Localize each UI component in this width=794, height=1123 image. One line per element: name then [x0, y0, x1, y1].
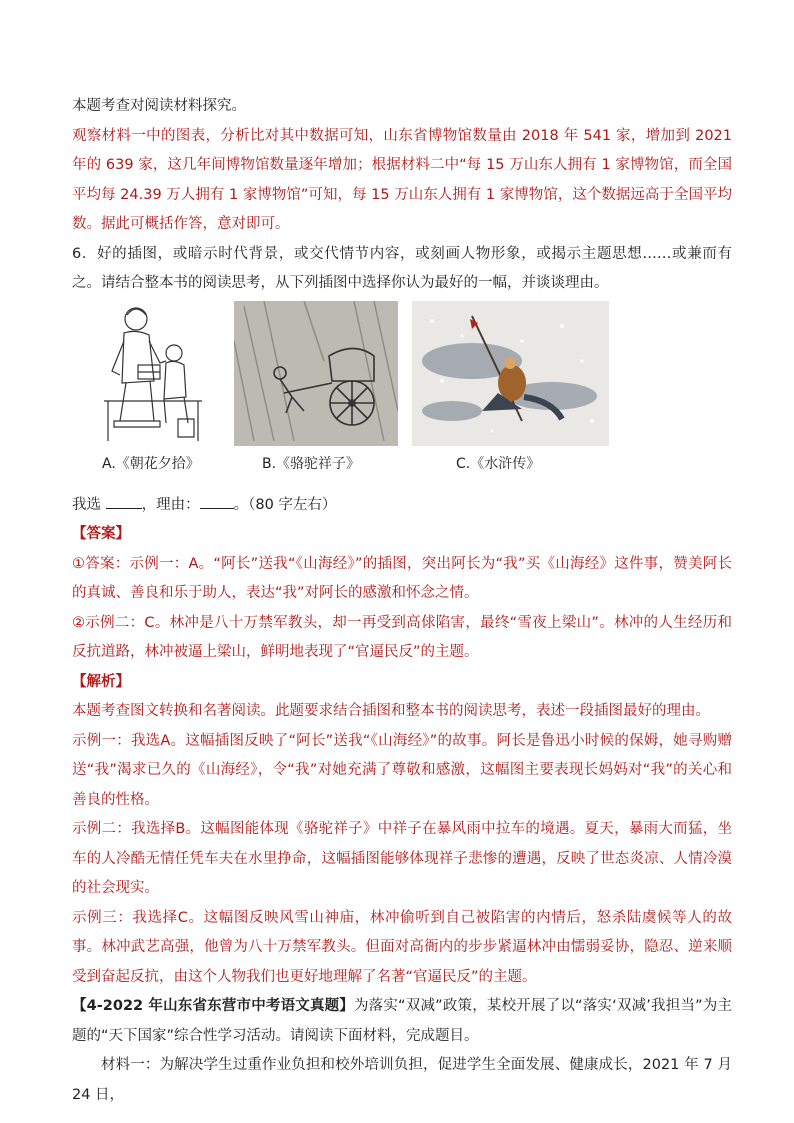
illustrations: [72, 301, 732, 487]
analysis-intro-2: 本题考查图文转换和名著阅读。此题要求结合插图和整本书的阅读思考，表述一段插图最好的理由。: [72, 703, 710, 719]
question-4: 【4-2022 年山东省东营市中考语文真题】为落实“双减”政策，某校开展了以“落实‘双减’我担当”为主题的“天下国家”综合性学习活动。请阅读下面材料，完成题目。: [72, 998, 732, 1044]
illustration-b: [234, 301, 398, 446]
document-page: [72, 92, 732, 1110]
illustration-c-image: [412, 301, 609, 446]
analysis-paragraph: 观察材料一中的图表，分析比对其中数据可知，山东省博物馆数量由 2018 年 541 家，增加到 2021 年的 639 家，这几年间博物馆数量逐年增加；根据材料二中“每 15 万山东人拥有 1 家博物馆，而全国平均每 24.39 万人拥有 1 家博物馆”可知，每 15 万山东人拥有 1 家博物馆，这个数据远高于全国平均数。据此可概括作答，意对即可。: [72, 127, 732, 232]
analysis-example-1: 示例一：我选A。这幅插图反映了“阿长”送我“《山海经》”的故事。阿长是鲁迅小时候的保姆，她寻购赠送“我”渴求已久的《山海经》，令“我”对她充满了尊敬和感激，这幅图主要表现长妈妈对“我”的关心和善良的性格。: [72, 732, 732, 808]
analysis-intro: 本题考查对阅读材料探究。: [72, 98, 246, 114]
answer-label: 【答案】: [72, 526, 130, 542]
illustration-a: [94, 301, 212, 446]
answer-prompt: 我选 ，理由： 。（80 字左右）: [72, 491, 732, 521]
caption-c: C.《水浒传》: [456, 455, 541, 472]
illustration-b-image: [234, 301, 398, 446]
illustration-a-image: [94, 301, 212, 446]
analysis-label: 【解析】: [72, 673, 130, 690]
illustration-c: [412, 301, 609, 446]
caption-b: B.《骆驼祥子》: [262, 455, 361, 472]
analysis-example-2: 示例二：我选择B。这幅图能体现《骆驼祥子》中祥子在暴风雨中拉车的境遇。夏天，暴雨大而猛，坐车的人冷酷无情任凭车夫在水里挣命，这幅插图能够体现祥子悲惨的遭遇，反映了世态炎凉、人情冷漠的社会现实。: [72, 821, 732, 896]
question-4-source: 【4-2022 年山东省东营市中考语文真题】: [72, 998, 354, 1014]
caption-a: A.《朝花夕拾》: [102, 455, 200, 472]
question-6: 6．好的插图，或暗示时代背景，或交代情节内容，或刻画人物形象，或揭示主题思想……或兼而有之。请结合整本书的阅读思考，从下列插图中选择你认为最好的一幅，并谈谈理由。: [72, 245, 732, 291]
reason-blank[interactable]: [200, 494, 234, 509]
material-1: 材料一：为解决学生过重作业负担和校外培训负担，促进学生全面发展、健康成长，2021 年 7 月 24 日，: [72, 1057, 732, 1103]
choice-blank[interactable]: [106, 494, 142, 509]
answer-example-1: ①答案：示例一：A。“阿长”送我“《山海经》”的插图，突出阿长为“我”买《山海经》这件事，赞美阿长的真诚、善良和乐于助人，表达“我”对阿长的感激和怀念之情。: [72, 555, 732, 601]
answer-example-2: ②示例二：C。林冲是八十万禁军教头，却一再受到高俅陷害，最终“雪夜上梁山”。林冲的人生经历和反抗道路，林冲被逼上梁山，鲜明地表现了“官逼民反”的主题。: [72, 614, 732, 660]
analysis-example-3: 示例三：我选择C。这幅图反映风雪山神庙，林冲偷听到自己被陷害的内情后，怒杀陆虞候等人的故事。林冲武艺高强，他曾为八十万禁军教头。但面对高衙内的步步紧逼林冲由懦弱妥协，隐忍、逆来顺受到奋起反抗，由这个人物我们也更好地理解了名著“官逼民反”的主题。: [72, 909, 732, 985]
